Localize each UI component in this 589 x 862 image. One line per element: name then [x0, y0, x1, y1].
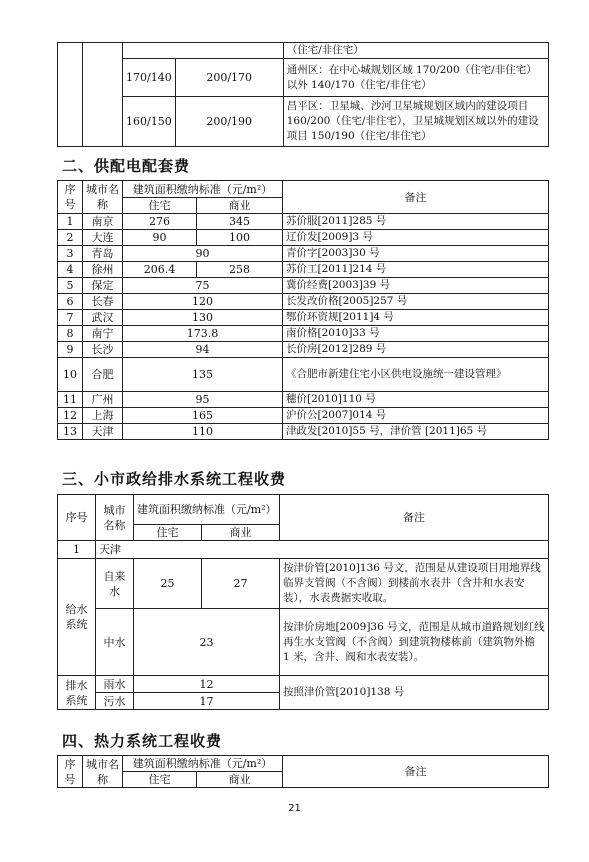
- tap-water-res: 25: [134, 559, 202, 609]
- table-row: 4 徐州 206.4 258 苏价工[2011]214 号: [58, 262, 549, 278]
- water-supply-label: 给水系统: [58, 559, 96, 676]
- hdr-note: 备注: [283, 756, 549, 788]
- top-fee-2: 200/190: [175, 97, 283, 147]
- sewage-value: 17: [134, 693, 280, 710]
- table-row: 9 长沙 94 长价房[2012]289 号: [58, 342, 549, 358]
- hdr-no: 序号: [58, 181, 83, 214]
- drainage-note: 按照津价管[2010]138 号: [280, 676, 549, 710]
- power-fee-table: [57, 180, 549, 440]
- hdr-city: 城市名称: [83, 756, 123, 788]
- hdr-note: 备注: [280, 495, 549, 541]
- hdr-no: 序号: [58, 495, 96, 541]
- hdr-std: 建筑面积缴纳标准（元/m²）: [123, 181, 283, 198]
- top-table: [57, 42, 549, 147]
- top-row0-note: （住宅/非住宅）: [283, 43, 548, 59]
- sewage-label: 污水: [96, 693, 134, 710]
- tap-water-note: 按津价管[2010]136 号文，范围是从建设项目用地界线临界支管阀（不含阀）到楼前水表井（含井和水表安装），水表费据实收取。: [280, 559, 549, 609]
- hdr-res: 住宅: [123, 198, 197, 214]
- table-row: 13 天津 110 津政发[2010]55 号，津价管 [2011]65 号: [58, 424, 549, 440]
- hdr-com: 商业: [197, 772, 283, 788]
- water-fee-table: [57, 494, 549, 710]
- page-number: 21: [288, 803, 301, 814]
- row1-city: 天津: [96, 541, 549, 559]
- tap-water-com: 27: [202, 559, 280, 609]
- table-row: 12 上海 165 沪价公[2007]014 号: [58, 408, 549, 424]
- table-row: 7 武汉 130 鄂价环资规[2011]4 号: [58, 310, 549, 326]
- table-row: 8 南宁 173.8 南价格[2010]33 号: [58, 326, 549, 342]
- top-note-2: 昌平区：卫星城、沙河卫星城规划区域内的建设项目 160/200（住宅/非住宅），卫星城规划区域以外的建设项目 150/190（住宅/非住宅）: [283, 97, 548, 147]
- rainwater-label: 雨水: [96, 676, 134, 693]
- hdr-std: 建筑面积缴纳标准（元/m²）: [134, 495, 280, 525]
- table-row: 5 保定 75 冀价经费[2003]39 号: [58, 278, 549, 294]
- row1-no: 1: [58, 541, 96, 559]
- hdr-com: 商业: [202, 525, 280, 541]
- hdr-std: 建筑面积缴纳标准（元/m²）: [123, 756, 283, 772]
- top-fee-1: 200/170: [175, 59, 283, 97]
- rainwater-value: 12: [134, 676, 280, 693]
- table-row: 11 广州 95 穗价[2010]110 号: [58, 392, 549, 408]
- hdr-res: 住宅: [123, 772, 197, 788]
- hdr-city: 城市名称: [83, 181, 123, 214]
- heat-fee-table: [57, 755, 549, 788]
- tap-water-label: 自来水: [96, 559, 134, 609]
- table-row: 1 南京 276 345 苏价服[2011]285 号: [58, 214, 549, 230]
- hdr-com: 商业: [197, 198, 283, 214]
- hdr-no: 序号: [58, 756, 83, 788]
- hdr-city: 城市名称: [96, 495, 134, 541]
- hdr-res: 住宅: [134, 525, 202, 541]
- top-note-1: 通州区：在中心城规划区域 170/200（住宅/非住宅）以外 140/170（住宅/非住宅）: [283, 59, 548, 97]
- table-row: 2 大连 90 100 辽价发[2009]3 号: [58, 230, 549, 246]
- table-row: 3 青岛 90 青价字[2003]30 号: [58, 246, 549, 262]
- reclaimed-water-value: 23: [134, 609, 280, 676]
- hdr-note: 备注: [283, 181, 549, 214]
- section3-title: 三、小市政给排水系统工程收费: [62, 470, 287, 488]
- top-ratio-2: 160/150: [123, 97, 176, 147]
- section2-title: 二、供配电配套费: [62, 157, 191, 175]
- reclaimed-water-note: 按津价房地[2009]36 号文，范围是从城市道路规划红线再生水支管阀（不含阀）到建筑物楼栋前（建筑物外檐 1 米，含井、阀和水表安装）。: [280, 609, 549, 676]
- top-ratio-1: 170/140: [123, 59, 176, 97]
- table-row: 6 长春 120 长发改价格[2005]257 号: [58, 294, 549, 310]
- table-row: 10 合肥 135 《合肥市新建住宅小区供电设施统一建设管理》: [58, 358, 549, 392]
- drainage-label: 排水系统: [58, 676, 96, 710]
- reclaimed-water-label: 中水: [96, 609, 134, 676]
- section4-title: 四、热力系统工程收费: [62, 732, 223, 750]
